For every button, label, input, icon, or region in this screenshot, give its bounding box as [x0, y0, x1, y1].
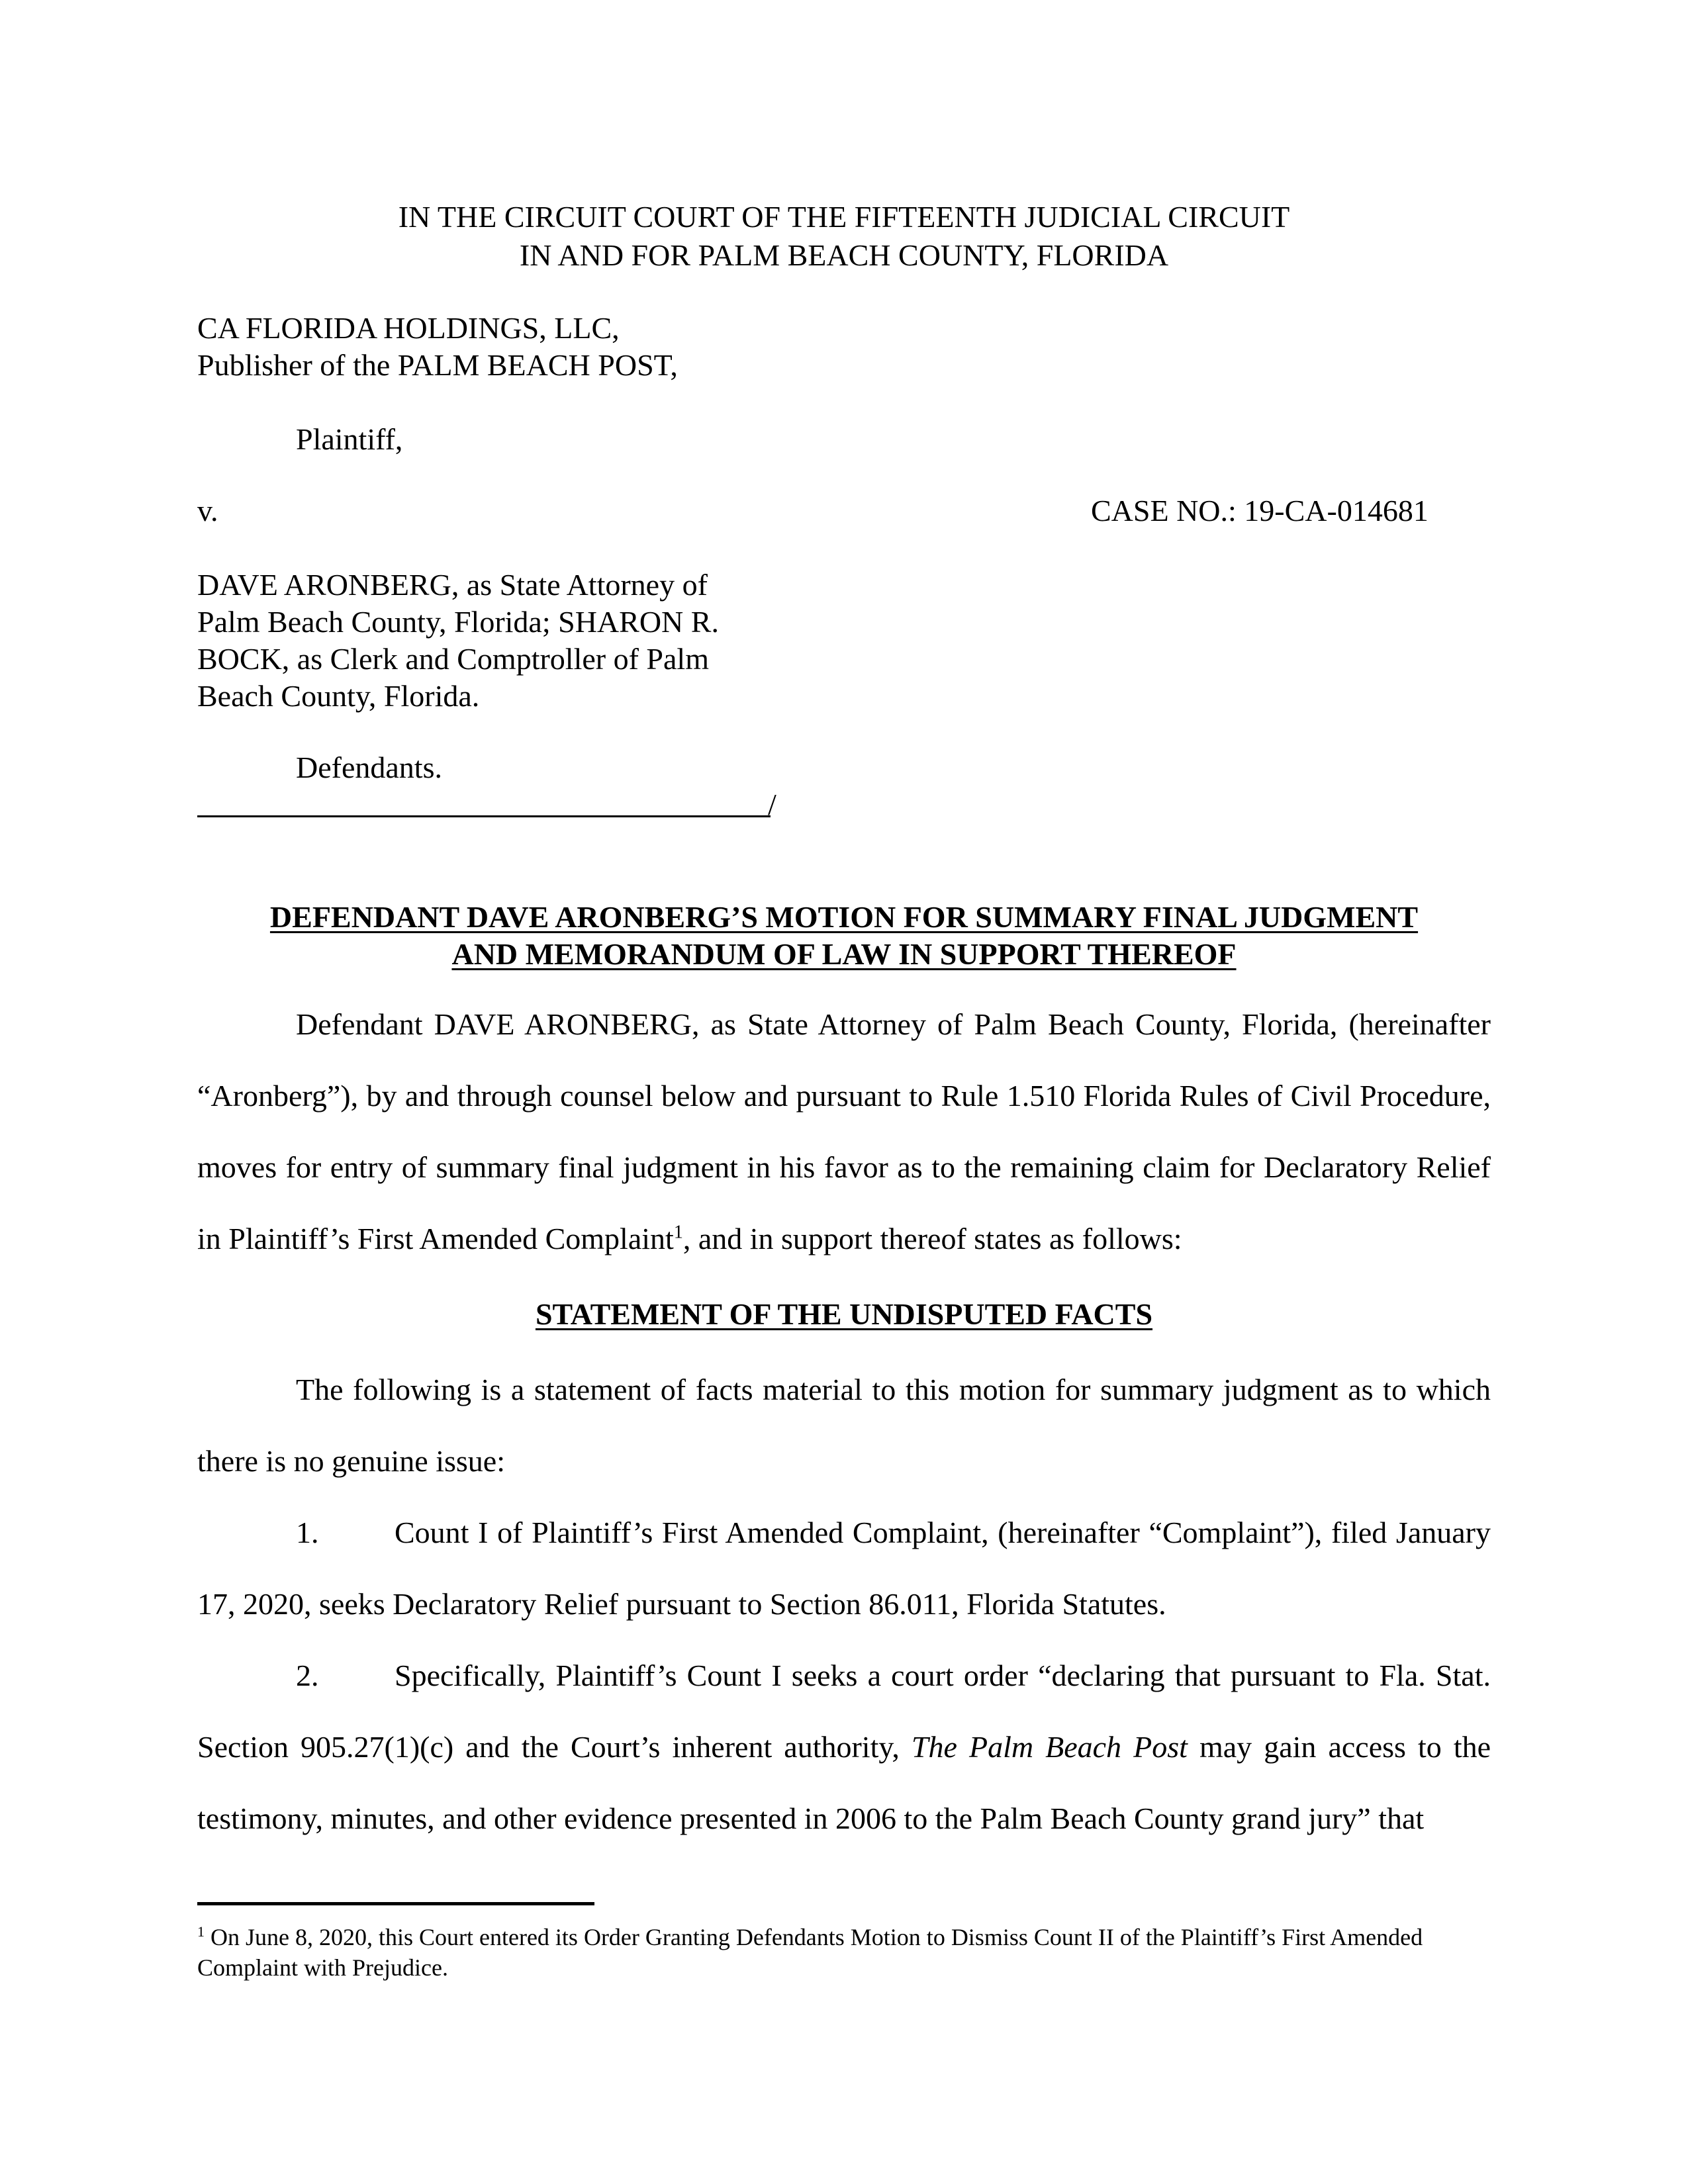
motion-title-line-1: DEFENDANT DAVE ARONBERG’S MOTION FOR SUMMARY FINAL JUDGMENT [269, 900, 1419, 934]
plaintiff-role: Plaintiff, [296, 422, 403, 456]
statement-intro-paragraph: The following is a statement of facts material to this motion for summary judgment as to which there is no genuine issue: [197, 1373, 1491, 1478]
footnote-separator [197, 1902, 594, 1905]
court-caption-line-1: IN THE CIRCUIT COURT OF THE FIFTEENTH JUDICIAL CIRCUIT [398, 200, 1290, 234]
fact-item-text: Count I of Plaintiff’s First Amended Complaint, (hereinafter “Complaint”), filed January 17, 2020, seeks Declaratory Relief pursuant to Section 86.011, Florida Statutes. [197, 1516, 1491, 1621]
footnote-marker: 1 [197, 1923, 205, 1940]
footnote-reference: 1 [673, 1222, 683, 1243]
defendants-line: Beach County, Florida. [197, 679, 480, 713]
court-caption [0, 199, 1688, 275]
section-heading: STATEMENT OF THE UNDISPUTED FACTS [535, 1297, 1153, 1331]
fact-item-1 [197, 1497, 1491, 1640]
fact-item-text-end: may gain access to the testimony, minutes, and other evidence presented in 2006 to the Palm Beach County grand jury” that [197, 1730, 1491, 1835]
defendants-line: BOCK, as Clerk and Comptroller of Palm [197, 642, 709, 676]
plaintiff-description: Publisher of the PALM BEACH POST, [197, 348, 678, 382]
footnote [197, 1922, 1491, 1983]
defendants-block [197, 567, 719, 715]
case-number: CASE NO.: 19-CA-014681 [1091, 494, 1429, 527]
fact-item-2 [197, 1640, 1491, 1854]
intro-paragraph [197, 989, 1491, 1275]
fact-item-number: 2. [296, 1659, 319, 1692]
fact-item-italic-title: The Palm Beach Post [911, 1730, 1188, 1764]
intro-text-end: , and in support thereof states as follows: [682, 1222, 1182, 1255]
plaintiff-block [197, 310, 678, 384]
defendants-role: Defendants. [296, 751, 442, 784]
court-caption-line-2: IN AND FOR PALM BEACH COUNTY, FLORIDA [519, 238, 1169, 272]
fact-item-number: 1. [296, 1516, 319, 1549]
motion-title-line-2: AND MEMORANDUM OF LAW IN SUPPORT THEREOF [451, 937, 1237, 971]
versus: v. [197, 494, 218, 527]
plaintiff-name: CA FLORIDA HOLDINGS, LLC, [197, 311, 620, 345]
caption-divider-line [197, 815, 771, 817]
defendants-line: Palm Beach County, Florida; SHARON R. [197, 605, 719, 639]
footnote-text: On June 8, 2020, this Court entered its Order Granting Defendants Motion to Dismiss Count II of the Plaintiff’s First Amended Complaint with Prejudice. [197, 1924, 1423, 1981]
caption-divider-slash: / [768, 788, 776, 821]
intro-text: Defendant DAVE ARONBERG, as State Attorney of Palm Beach County, Florida, (hereinafter “Aronberg”), by and through counsel below and pursuant to Rule 1.510 Florida Rules of Civil Procedure, moves for entry of summary final judgment in his favor as to the remaining claim for Declaratory Relief in Plaintiff’s First Amended Complaint [197, 1007, 1491, 1255]
defendants-line: DAVE ARONBERG, as State Attorney of [197, 568, 708, 602]
motion-title [0, 899, 1688, 973]
fact-item-text: Specifically, Plaintiff’s Count I seeks a court order “declaring that pursuant to Fla. Stat. Section 905.27(1)(c) and the Court’s inherent authority, [197, 1659, 1491, 1764]
